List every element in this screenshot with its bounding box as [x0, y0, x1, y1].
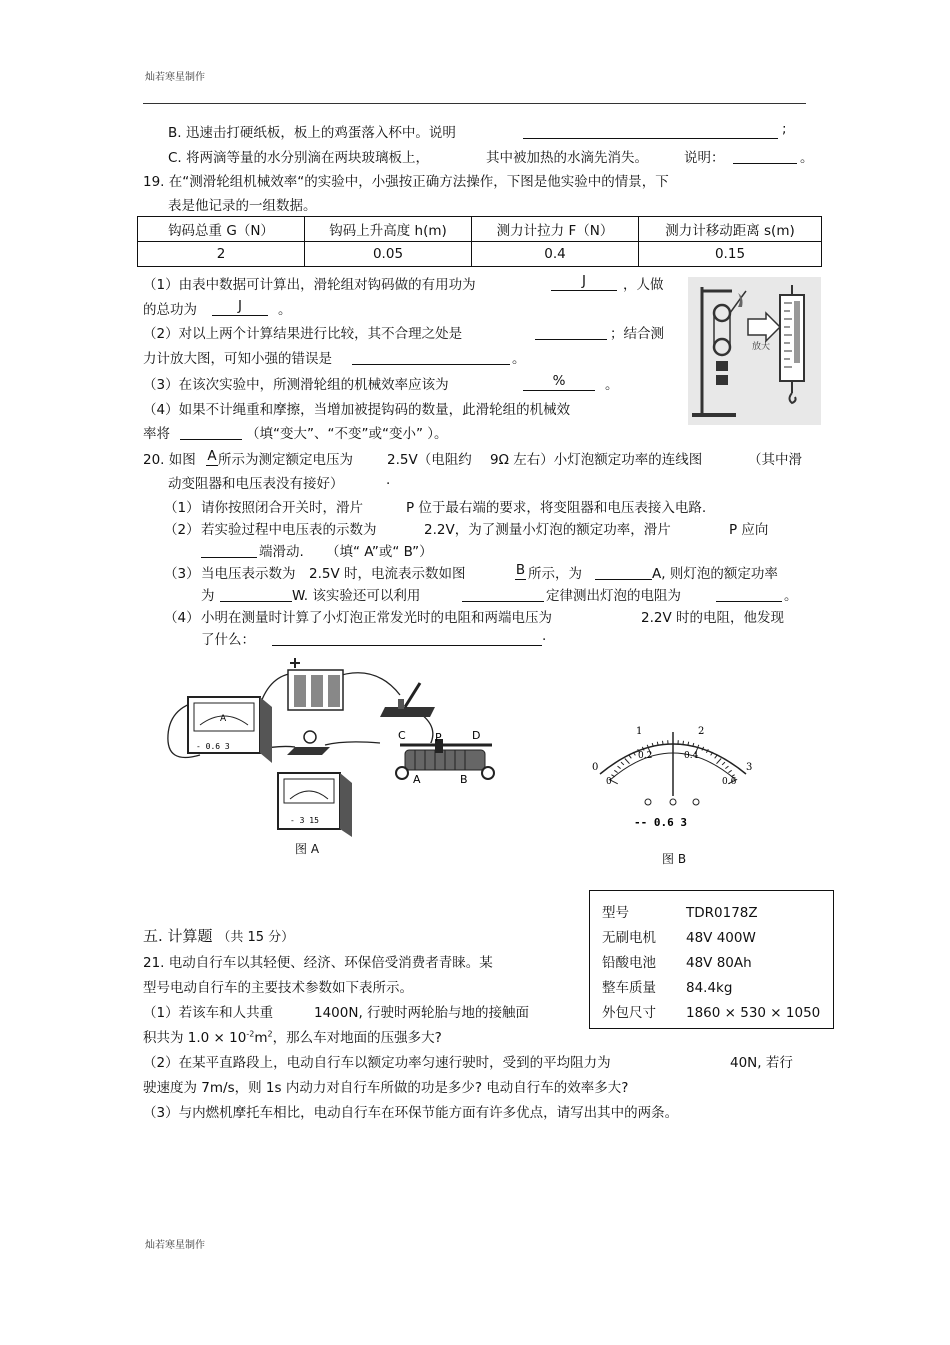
q18-c-text: C. 将两滴等量的水分别滴在两块玻璃板上，: [168, 150, 430, 166]
q20-s2e: 端滑动.: [259, 544, 304, 560]
q19-p1c: 的总功为: [143, 302, 197, 318]
q21-p1d: m: [254, 1030, 268, 1046]
q20-l1d: 9Ω 左右）小灯泡额定功率的连线图: [490, 452, 703, 468]
header-rule: [143, 103, 806, 104]
q20-s3f: 为: [201, 588, 215, 604]
q20-s4b: 小明在测量时计算了小灯泡正常发光时的电阻和两端电压为: [201, 610, 552, 626]
q18-c-mid: 其中被加热的水滴先消失。: [486, 150, 648, 166]
q20-s3e: A, 则灯泡的额定功率: [652, 566, 778, 582]
spec-value: 48V 80Ah: [686, 955, 752, 971]
ammeter-terminals: - 0.6 3: [196, 742, 230, 751]
dial-upper-tick-label: 3: [746, 762, 753, 773]
q20-l2: 动变阻器和电压表没有接好）: [168, 476, 344, 492]
dial-tick: [614, 770, 617, 772]
q19-p1b: ，人做: [623, 277, 664, 293]
q18-b-end: ;: [782, 121, 787, 137]
dial-tick: [725, 766, 728, 769]
q20-s3i: 。: [784, 588, 798, 604]
dial-upper-tick-label: 2: [698, 726, 705, 737]
spec-key: 型号: [602, 905, 629, 921]
spec-key: 外包尺寸: [602, 1005, 656, 1021]
dial-tick: [722, 762, 725, 765]
q20-s3c: 2.5V 时，电流表示数如图: [309, 566, 466, 582]
q19-p2d: 。: [512, 351, 526, 367]
dial-tick: [611, 775, 614, 777]
q20-s4c: 2.2V 时的电阻，他发现: [641, 610, 784, 626]
spec-value: 48V 400W: [686, 930, 756, 946]
figure-a-caption: 图 A: [295, 842, 320, 856]
figure-b-caption: 图 B: [662, 852, 687, 866]
q21-p2b: 40N, 若行: [730, 1055, 793, 1071]
table-row: [138, 242, 822, 267]
q18-b-line: [168, 121, 456, 141]
unit-label: J: [238, 298, 242, 314]
spec-value: TDR0178Z: [686, 905, 758, 921]
dial-tick: [662, 741, 663, 745]
q19-p1d: 。: [278, 302, 292, 318]
q19-p3-blank[interactable]: [523, 373, 595, 391]
q20-l1a: 20. 如图: [143, 452, 196, 468]
q20-s1b: 请你按照闭合开关时，滑片: [201, 500, 363, 516]
q20-s2b: 若实验过程中电压表的示数为: [201, 522, 377, 538]
rheostat-label-p: P: [435, 731, 442, 744]
q19-p1-blank1[interactable]: [551, 273, 617, 291]
spec-row: [602, 951, 752, 971]
section-score: （共 15 分）: [217, 930, 295, 945]
voltmeter-terminals: - 3 15: [290, 816, 319, 825]
q20-s1c: P 位于最右端的要求，将变阻器和电压表接入电路.: [406, 500, 707, 516]
q19-p2a: （2）对以上两个计算结果进行比较，其不合理之处是: [143, 326, 463, 342]
table-header-cell: 测力计移动距离 s(m): [639, 217, 822, 242]
q19-p3b: 。: [605, 377, 619, 393]
q21-p1-line2: [143, 1026, 442, 1046]
rheostat-label-c: C: [398, 729, 406, 742]
dial-tick: [716, 758, 721, 763]
q19-line1: 19. 在“测滑轮组机械效率“的实验中，小强按正确方法操作，下图是他实验中的情景，下: [143, 174, 669, 190]
q20-s3-num: （3）: [164, 566, 200, 582]
table-cell: 0.15: [639, 242, 822, 267]
table-header-cell: 测力计拉力 F（N）: [472, 217, 639, 242]
pulley-figure: [688, 277, 821, 425]
spec-row: [602, 976, 732, 996]
q19-data-table: [137, 216, 822, 267]
q21-p1b: 1400N, 行驶时两轮胎与地的接触面: [314, 1005, 530, 1021]
q19-line2: 表是他记录的一组数据。: [168, 198, 317, 214]
table-header-row: [138, 217, 822, 242]
q20-s3-blank-current[interactable]: [595, 562, 652, 580]
q20-s2c: 2.2V，为了测量小灯泡的额定功率，滑片: [424, 522, 671, 538]
q19-p2-blank1[interactable]: [535, 322, 607, 340]
q20-s3g: W. 该实验还可以利用: [292, 588, 421, 604]
spec-row: [602, 1001, 820, 1021]
spec-value: 1860 × 530 × 1050: [686, 1005, 821, 1021]
section-title-text: 五. 计算题: [143, 927, 213, 945]
dial-lower-tick-label: 0.2: [638, 751, 653, 761]
q20-l2-end: .: [386, 472, 391, 488]
rheostat-label-b: B: [460, 773, 468, 786]
q19-p4c: （填“变大”、“不变”或“变小” ）。: [246, 426, 448, 442]
page-header: 灿若寒星制作: [145, 72, 205, 83]
page-footer: 灿若寒星制作: [145, 1240, 205, 1251]
q20-s3b: 当电压表示数为: [201, 566, 296, 582]
ammeter-letter: A: [220, 714, 227, 724]
table-cell: 0.4: [472, 242, 639, 267]
dial-tick: [683, 741, 684, 745]
q18-b-blank[interactable]: [523, 121, 778, 139]
q20-l1e: （其中滑: [748, 452, 802, 468]
q19-p1-blank2[interactable]: [212, 298, 268, 316]
unit-label: J: [582, 273, 586, 289]
q20-s4-blank[interactable]: [272, 628, 542, 646]
q19-p1a: （1）由表中数据可计算出，滑轮组对钩码做的有用功为: [143, 277, 476, 293]
dial-tick: [715, 755, 717, 758]
q20-s2-num: （2）: [164, 522, 200, 538]
spec-key: 铅酸电池: [602, 955, 656, 971]
dial-lower-tick-label: 0.4: [684, 751, 699, 761]
dial-terminals: -- 0.6 3: [634, 816, 687, 829]
spec-key: 整车质量: [602, 980, 656, 996]
q21-l1: 21. 电动自行车以其轻便、经济、环保倍受消费者青睐。某: [143, 955, 493, 971]
q19-p2-blank2[interactable]: [352, 347, 510, 365]
q19-p4-blank[interactable]: [180, 422, 242, 440]
dial-tick: [618, 766, 621, 769]
q20-s4d: 了什么：: [201, 632, 255, 648]
table-cell: 2: [138, 242, 305, 267]
q20-s3h: 定律测出灯泡的电阻为: [546, 588, 681, 604]
dial-upper-tick-label: 1: [636, 726, 643, 737]
rheostat-label-a: A: [413, 773, 421, 786]
q19-p2b: ；结合测: [610, 326, 664, 342]
dial-lower-tick-label: 0: [606, 777, 612, 787]
q19-p2c: 力计放大图，可知小强的错误是: [143, 351, 332, 367]
q20-s3-blank-law[interactable]: [462, 584, 544, 602]
q20-s2-blank[interactable]: [201, 540, 257, 558]
q19-p3a: （3）在该次实验中，所测滑轮组的机械效率应该为: [143, 377, 449, 393]
q20-l1b: 所示为测定额定电压为: [218, 452, 353, 468]
spec-table: [589, 890, 834, 1029]
section-title: [143, 925, 294, 946]
spec-key: 无刷电机: [602, 930, 656, 946]
q20-s3d: 所示，为: [528, 566, 582, 582]
q20-s3-blank-power[interactable]: [220, 584, 292, 602]
q21-p2c: 驶速度为 7m/s，则 1s 内动力对自行车所做的功是多少? 电动自行车的效率多大?: [143, 1080, 629, 1096]
q18-c-blank[interactable]: [733, 146, 797, 164]
q21-p3: （3）与内燃机摩托车相比，电动自行车在环保节能方面有许多优点，请写出其中的两条。: [143, 1105, 679, 1121]
table-header-cell: 钩码上升高度 h(m): [305, 217, 472, 242]
q18-c-expl: 说明：: [684, 150, 725, 166]
dial-tick: [621, 762, 624, 765]
q21-p1-exponent: -2: [246, 1029, 255, 1039]
q18-b-text: B. 迅速击打硬纸板，板上的鸡蛋落入杯中。说明: [168, 125, 456, 141]
q21-p1-exponent2: 2: [267, 1029, 273, 1039]
q20-s1-num: （1）: [164, 500, 200, 516]
q21-p1a: （1）若该车和人共重: [143, 1005, 274, 1021]
q20-s4-num: （4）: [164, 610, 200, 626]
q20-s2f: （填“ A”或“ B”）: [326, 544, 433, 560]
spec-row: [602, 926, 756, 946]
dial-tick: [625, 758, 630, 763]
q20-s3-blank-resistance[interactable]: [716, 584, 782, 602]
q21-p1c: 积共为 1.0 × 10: [143, 1030, 247, 1046]
q20-l1c: 2.5V（电阻约: [387, 452, 472, 468]
circuit-figure-a: [160, 655, 510, 845]
spec-row: [602, 901, 758, 921]
table-header-cell: 钩码总重 G（N）: [138, 217, 305, 242]
table-cell: 0.05: [305, 242, 472, 267]
fig-label-enlarge: 放大: [752, 342, 771, 352]
unit-label: %: [552, 373, 566, 389]
q20-s2d: P 应向: [729, 522, 769, 538]
dial-upper-tick-label: 0: [592, 762, 599, 773]
spec-value: 84.4kg: [686, 980, 733, 996]
q20-fig-ref-b: B: [515, 562, 526, 578]
rheostat-label-d: D: [472, 729, 481, 742]
q21-p2a: （2）在某平直路段上，电动自行车以额定功率匀速行驶时，受到的平均阻力为: [143, 1055, 611, 1071]
ammeter-dial-figure-b: [588, 722, 758, 832]
q20-s4e: .: [542, 628, 547, 644]
q21-l2: 型号电动自行车的主要技术参数如下表所示。: [143, 980, 413, 996]
dial-lower-tick-label: 0.6: [722, 777, 737, 787]
q19-p4b: 率将: [143, 426, 170, 442]
q21-p1e: ，那么车对地面的压强多大?: [272, 1030, 442, 1046]
q19-p4a: （4）如果不计绳重和摩擦，当增加被提钩码的数量，此滑轮组的机械效: [143, 402, 571, 418]
q18-c-end: 。: [800, 150, 814, 166]
dial-tick: [629, 755, 631, 758]
q20-fig-ref-a: A: [207, 448, 217, 464]
dial-tick: [728, 770, 731, 772]
